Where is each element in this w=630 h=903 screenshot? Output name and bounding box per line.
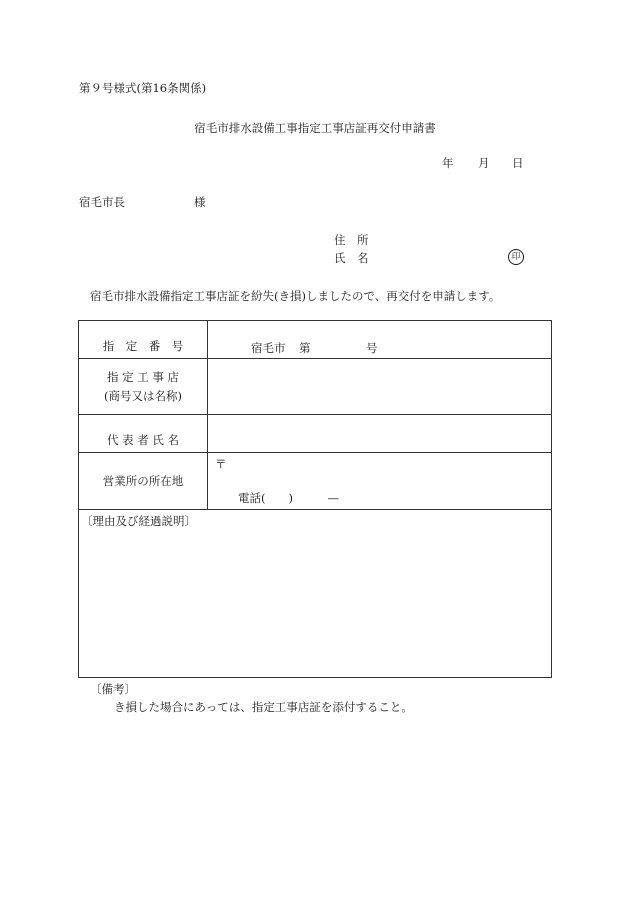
application-table (78, 320, 552, 678)
document-title: 宿毛市排水設備工事指定工事店証再交付申請書 (194, 121, 436, 135)
office-label: 営業所の所在地 (102, 474, 184, 488)
table-row-representative (79, 415, 552, 453)
table-row-designation (79, 321, 552, 359)
contractor-value-cell[interactable] (208, 359, 552, 415)
designation-go: 号 (366, 341, 378, 355)
designation-dai: 第 (299, 341, 311, 355)
office-label-cell (79, 453, 208, 510)
table-row-contractor (79, 359, 552, 415)
addressee-name: 宿毛市長 (79, 195, 125, 209)
contractor-label-sub: (商号又は名称) (104, 388, 182, 403)
remarks-label: 〔備考〕 (90, 682, 136, 696)
form-number: 第９号様式(第16条関係) (79, 81, 207, 95)
seal-mark: 印 (508, 249, 524, 265)
designation-city: 宿毛市 (251, 341, 286, 355)
contractor-label-cell (79, 359, 208, 415)
date-day: 日 (512, 156, 524, 170)
reason-label: 〔理由及び経過説明〕 (81, 514, 196, 528)
phone-label: 電話( ) — (238, 491, 339, 505)
designation-label: 指 定 番 号 (102, 339, 184, 353)
remarks-text: き損した場合にあっては、指定工事店証を添付すること。 (114, 700, 413, 714)
request-statement: 宿毛市排水設備指定工事店証を紛失(き損)しましたので、再交付を申請します。 (90, 289, 501, 303)
office-value-cell[interactable] (208, 453, 552, 510)
representative-label: 代 表 者 氏 名 (106, 433, 180, 447)
table-row-reason (79, 510, 552, 678)
table-row-office (79, 453, 552, 510)
designation-label-cell (79, 321, 208, 359)
reason-cell[interactable] (79, 510, 552, 678)
representative-label-cell (79, 415, 208, 453)
addressee-honorific: 様 (194, 195, 206, 209)
contractor-label: 指 定 工 事 店 (106, 369, 180, 384)
postal-mark: 〒 (215, 457, 227, 471)
date-month: 月 (478, 156, 490, 170)
applicant-name-label: 氏 名 (334, 251, 369, 265)
designation-value-cell[interactable] (208, 321, 552, 359)
representative-value-cell[interactable] (208, 415, 552, 453)
date-year: 年 (442, 156, 454, 170)
applicant-address-label: 住 所 (334, 233, 369, 247)
